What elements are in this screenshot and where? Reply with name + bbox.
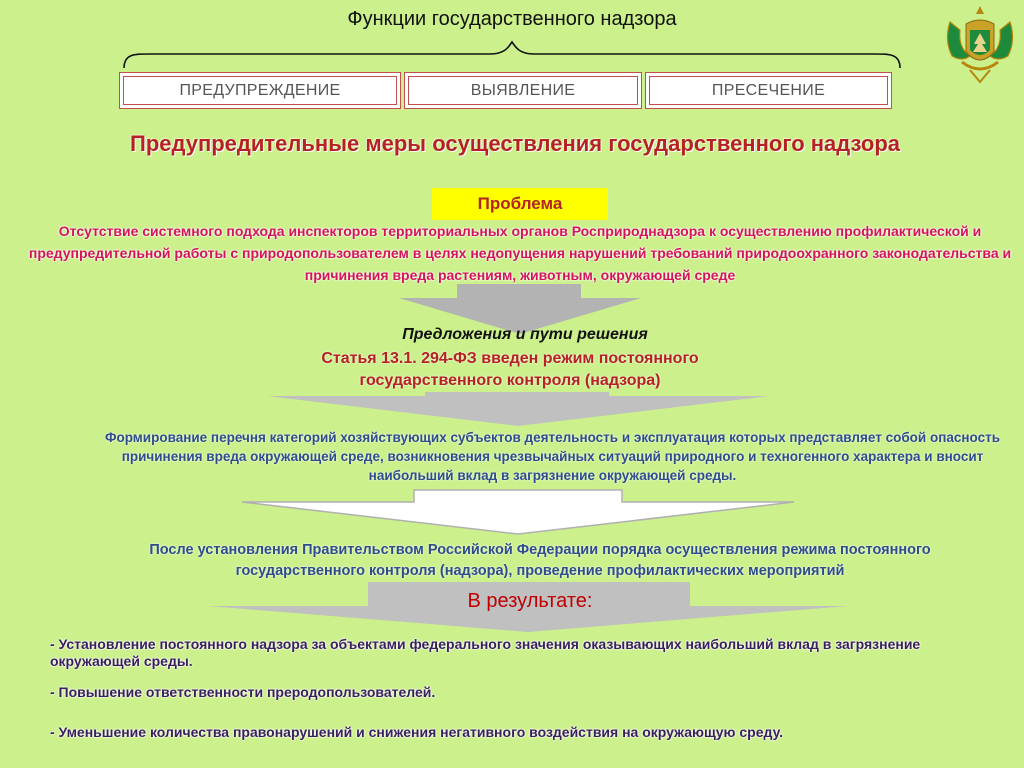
result-label: В результате: <box>467 590 593 612</box>
diagram-title: Функции государственного надзора <box>347 8 677 30</box>
problem-text: Отсутствие системного подхода инспекторов территориальных органов Росприроднадзора к осуществлению профилактической и предупредительной работы с природопользователем в целях недопущения нарушений требований природоохранного законодательства и причинения вреда растениям, животным, окружающей среде <box>28 223 1012 283</box>
section-heading: Предупредительные меры осуществления государственного надзора <box>130 131 900 156</box>
proposals-text: Статья 13.1. 294-ФЗ введен режим постоянного государственного контроля (надзора) <box>321 350 699 389</box>
down-arrow-2 <box>265 392 771 428</box>
after-text: После установления Правительством Российской Федерации порядка осуществления режима постоянного государственного контроля (надзора), проведение профилактических мероприятий <box>149 542 931 579</box>
result-item-3: - Уменьшение количества правонарушений и снижения негативного воздействия на окружающую среду. <box>50 724 784 740</box>
problem-label: Проблема <box>432 188 608 220</box>
down-arrow-3 <box>238 488 798 538</box>
emblem-icon <box>936 0 1024 88</box>
brace-connector <box>120 40 904 70</box>
function-detection: ВЫЯВЛЕНИЕ <box>404 72 642 109</box>
function-suppression: ПРЕСЕЧЕНИЕ <box>645 72 892 109</box>
result-item-2: - Повышение ответственности преродопользователей. <box>50 684 436 700</box>
function-prevention: ПРЕДУПРЕЖДЕНИЕ <box>119 72 401 109</box>
result-item-1: - Установление постоянного надзора за объектами федерального значения оказывающих наибольший вклад в загрязнение окружающей среды. <box>50 636 921 669</box>
proposals-title: Предложения и пути решения <box>402 326 648 343</box>
formation-text: Формирование перечня категорий хозяйствующих субъектов деятельность и эксплуатация которых представляет собой опасность причинения вреда окружающей среде, возникновения чрезвычайных ситуаций природного и техногенного характера и вносит наибольший вклад в загрязнение окружающей среды. <box>104 430 1001 483</box>
